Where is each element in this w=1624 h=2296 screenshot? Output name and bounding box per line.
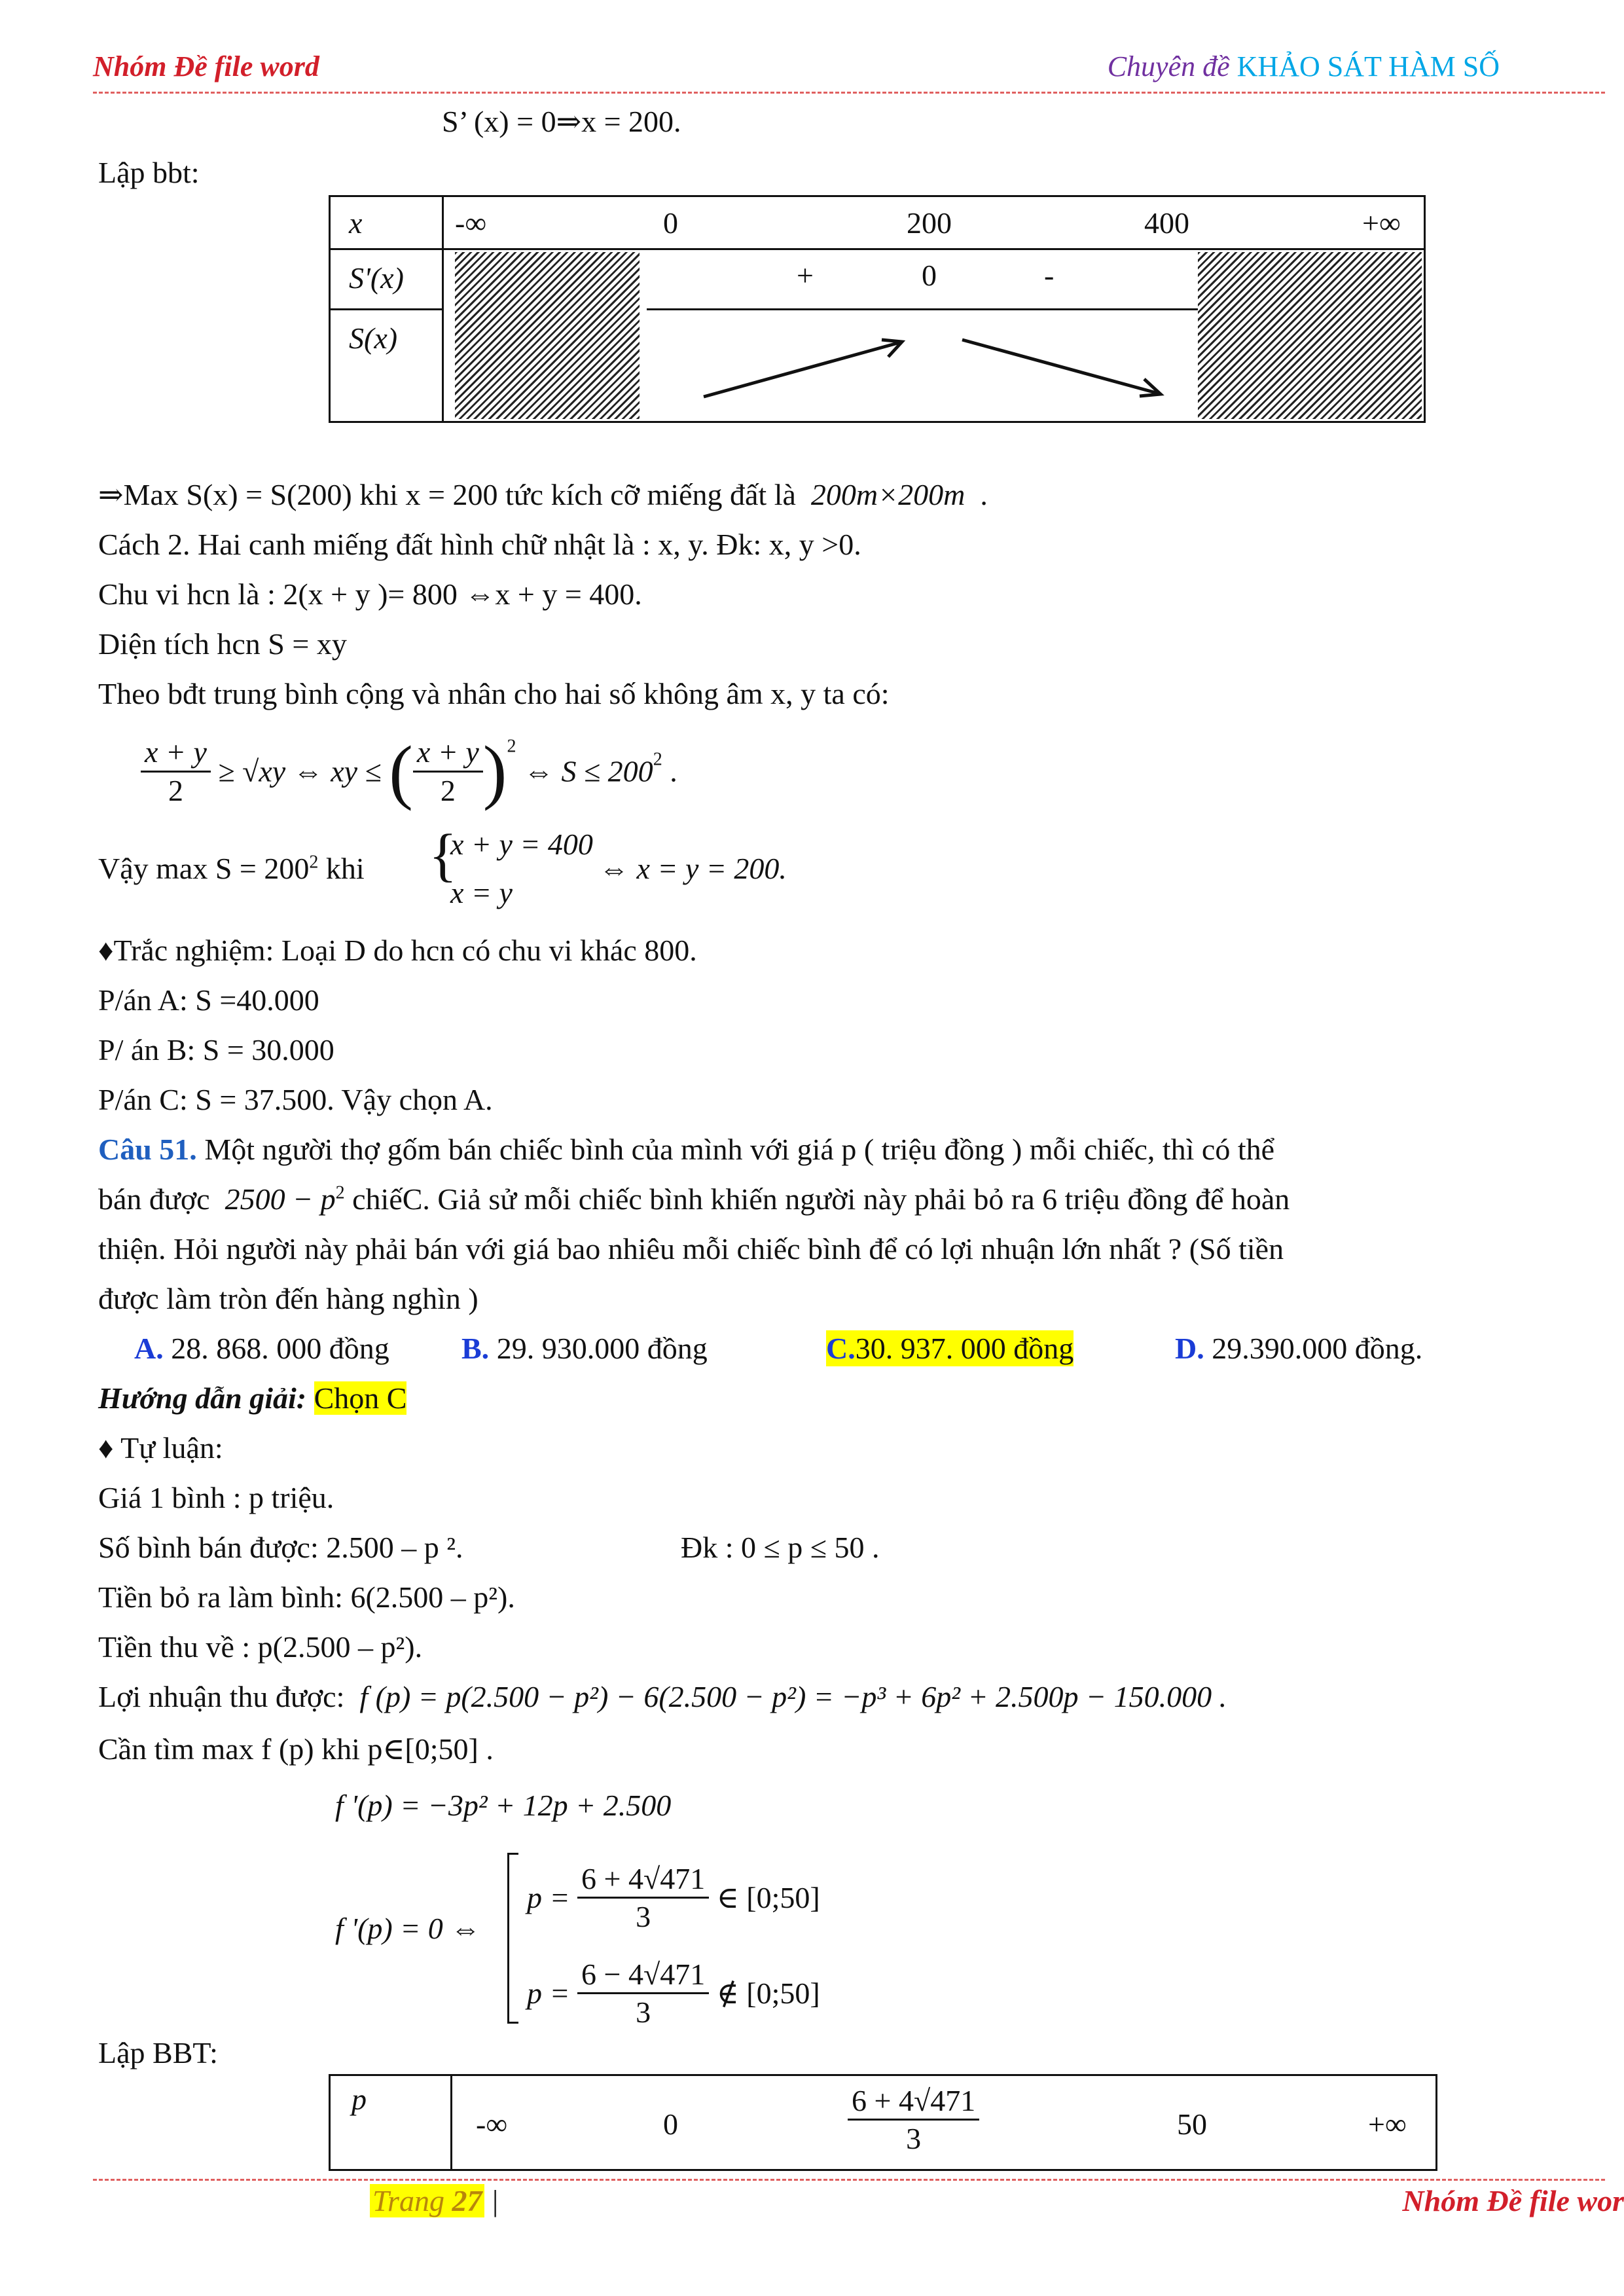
cach2-line: Cách 2. Hai canh miếng đất hình chữ nhật là : x, y. Đk: x, y >0.	[98, 528, 861, 561]
p-equals: p =	[527, 1977, 570, 2011]
derivative-line: f '(p) = −3p² + 12p + 2.500	[335, 1789, 672, 1822]
answer-option-c	[826, 1330, 1074, 1366]
variation-arrows	[331, 197, 1424, 421]
left-paren: (	[389, 731, 413, 811]
dimension-math: 200m×200m	[810, 478, 965, 511]
dien-tich-line: Diện tích hcn S = xy	[98, 627, 347, 661]
max-conclusion-text: ⇒Max S(x) = S(200) khi x = 200 tức kích cỡ miếng đất là	[98, 478, 796, 511]
exponent: 2	[309, 852, 319, 873]
fraction-numerator: 6 − 4√471	[577, 1956, 709, 1994]
tien-thu-line: Tiền thu về : p(2.500 – p²).	[98, 1630, 423, 1664]
x-value: 0	[663, 206, 678, 240]
fraction-denominator: 2	[440, 773, 456, 807]
solution-heading	[98, 1380, 406, 1416]
question-line-2	[98, 1181, 1290, 1217]
row-label-function: S(x)	[349, 321, 398, 355]
row-label-x: x	[349, 206, 363, 240]
chu-vi-line: Chu vi hcn là : 2(x + y )= 800 ⇔x + y = 400.	[98, 577, 642, 611]
root-bracket-icon	[507, 1853, 518, 2024]
sign-zero: 0	[922, 259, 937, 292]
option-text: 28. 868. 000 đồng	[171, 1332, 389, 1365]
exponent: 2	[507, 736, 516, 757]
p-value: -∞	[476, 2107, 508, 2141]
answer-option-b	[461, 1330, 708, 1366]
question-text: bán được	[98, 1182, 210, 1216]
fraction-denominator: 2	[168, 773, 183, 807]
khi-text: khi	[325, 852, 365, 885]
inequality-end: ⇔ S ≤ 200	[523, 754, 653, 788]
table-divider	[450, 2076, 452, 2169]
header-divider	[93, 92, 1605, 94]
system-result: ⇔ x = y = 200.	[599, 852, 787, 885]
max-conclusion	[98, 477, 988, 513]
root-membership: ∉ [0;50]	[716, 1977, 820, 2011]
option-b-check: P/ án B: S = 30.000	[98, 1033, 334, 1066]
root-fraction	[577, 1956, 709, 2030]
option-c-check: P/án C: S = 37.500. Vậy chọn A.	[98, 1083, 493, 1116]
increasing-arrow	[704, 342, 900, 397]
condition-line: Đk : 0 ≤ p ≤ 50 .	[681, 1531, 880, 1564]
option-label: A.	[134, 1332, 164, 1365]
header-topic	[1108, 50, 1500, 83]
p-critical-value	[848, 2083, 979, 2157]
row-label-derivative: S'(x)	[349, 261, 404, 295]
profit-line	[98, 1679, 1227, 1715]
question-text: chiếC. Giả sử mỗi chiếc bình khiến người này phải bỏ ra 6 triệu đồng để hoàn	[352, 1182, 1290, 1216]
x-value: 400	[1144, 206, 1189, 240]
option-label: D.	[1175, 1332, 1204, 1365]
p-value: +∞	[1368, 2107, 1407, 2141]
sign-minus: -	[1044, 259, 1055, 292]
answer-option-d	[1175, 1330, 1422, 1366]
footer-group-name: Nhóm Đề file wor	[1402, 2184, 1624, 2217]
p-value: 0	[663, 2107, 678, 2141]
footer-separator: |	[492, 2184, 499, 2217]
can-tim-line: Cần tìm max f (p) khi p∈[0;50] .	[98, 1732, 494, 1766]
variation-table-1	[329, 195, 1426, 423]
right-paren: )	[482, 731, 507, 811]
gia-line: Giá 1 bình : p triệu.	[98, 1481, 334, 1514]
p-equals: p =	[527, 1881, 570, 1915]
max-period: .	[980, 478, 988, 511]
page-label: Trang	[372, 2184, 444, 2217]
period: .	[670, 754, 677, 788]
trac-nghiem-line: ♦Trắc nghiệm: Loại D do hcn có chu vi khác 800.	[98, 934, 697, 967]
option-text: 30. 937. 000 đồng	[855, 1332, 1074, 1365]
header-group-name: Nhóm Đề file word	[93, 50, 319, 82]
fraction-numerator: 6 + 4√471	[577, 1861, 709, 1899]
root-1	[527, 1861, 820, 1935]
profit-label: Lợi nhuận thu được:	[98, 1680, 345, 1713]
footer-divider	[93, 2179, 1605, 2181]
root-membership: ∈ [0;50]	[716, 1881, 820, 1915]
system-eq-2: x = y	[450, 876, 513, 909]
x-value: +∞	[1362, 206, 1401, 240]
fraction-denominator: 3	[906, 2122, 922, 2156]
root-2	[527, 1956, 820, 2030]
conclusion-max	[98, 850, 365, 886]
huong-dan-label: Hướng dẫn giải:	[98, 1381, 307, 1415]
page-num: 27	[452, 2184, 482, 2217]
fraction-numerator: x + y	[413, 734, 483, 772]
derivative-equation: S’ (x) = 0⇒x = 200.	[442, 105, 681, 138]
am-gm-inequality	[141, 728, 677, 814]
fraction-numerator: 6 + 4√471	[848, 2083, 979, 2121]
exponent: 2	[653, 749, 662, 770]
root-fraction	[577, 1861, 709, 1935]
row-label-p: p	[352, 2083, 367, 2116]
lap-bbt-label: Lập bbt:	[98, 156, 200, 189]
fraction	[413, 734, 483, 808]
variation-table-2	[329, 2074, 1437, 2171]
bdt-line: Theo bđt trung bình cộng và nhân cho hai số không âm x, y ta có:	[98, 677, 890, 710]
option-label: B.	[461, 1332, 490, 1365]
inequality-middle: ≥ √xy ⇔ xy ≤	[218, 754, 382, 788]
tien-bo-line: Tiền bỏ ra làm bình: 6(2.500 – p²).	[98, 1580, 515, 1614]
page-number	[370, 2183, 498, 2218]
page-label-box	[370, 2184, 484, 2217]
exponent: 2	[335, 1182, 345, 1203]
system-brace-icon: {	[429, 823, 458, 888]
option-label: C.	[826, 1332, 856, 1365]
header-prefix: Chuyên đề	[1107, 50, 1230, 82]
x-value: 200	[907, 206, 952, 240]
lap-bbt2-label: Lập BBT:	[98, 2036, 218, 2069]
fraction	[141, 734, 211, 808]
answer-option-a	[134, 1330, 389, 1366]
derivative-zero: f '(p) = 0 ⇔	[335, 1912, 481, 1945]
decreasing-arrow	[962, 340, 1159, 393]
question-text: Một người thợ gốm bán chiếc bình của mình với giá p ( triệu đồng ) mỗi chiếc, thì có thể	[204, 1133, 1275, 1166]
critical-fraction	[848, 2083, 979, 2157]
header-topic-name: KHẢO SÁT HÀM SỐ	[1236, 50, 1500, 82]
p-value: 50	[1177, 2107, 1207, 2141]
tu-luan-line: ♦ Tự luận:	[98, 1431, 223, 1465]
question-line-1	[98, 1131, 1274, 1167]
question-line-3: thiện. Hỏi người này phải bán với giá bao nhiêu mỗi chiếc bình để có lợi nhuận lớn nhất ? (Số tiền	[98, 1232, 1284, 1266]
question-line-4: được làm tròn đến hàng nghìn )	[98, 1282, 478, 1315]
option-text: 29.390.000 đồng.	[1212, 1332, 1423, 1365]
chosen-answer: Chọn C	[314, 1381, 407, 1415]
sign-plus: +	[797, 259, 814, 292]
x-value: -∞	[455, 206, 487, 240]
question-label: Câu 51.	[98, 1133, 197, 1166]
fraction-denominator: 3	[636, 1900, 651, 1934]
option-a-check: P/án A: S =40.000	[98, 983, 319, 1017]
system-eq-1: x + y = 400	[450, 828, 593, 861]
vay-text: Vậy max S = 200	[98, 852, 310, 885]
so-binh-line: Số bình bán được: 2.500 – p ².	[98, 1531, 463, 1564]
profit-expression: f (p) = p(2.500 − p²) − 6(2.500 − p²) = −p³ + 6p² + 2.500p − 150.000 .	[359, 1680, 1227, 1713]
option-text: 29. 930.000 đồng	[496, 1332, 708, 1365]
fraction-denominator: 3	[636, 1995, 651, 2030]
question-math: 2500 − p	[225, 1182, 336, 1216]
fraction-numerator: x + y	[141, 734, 211, 772]
